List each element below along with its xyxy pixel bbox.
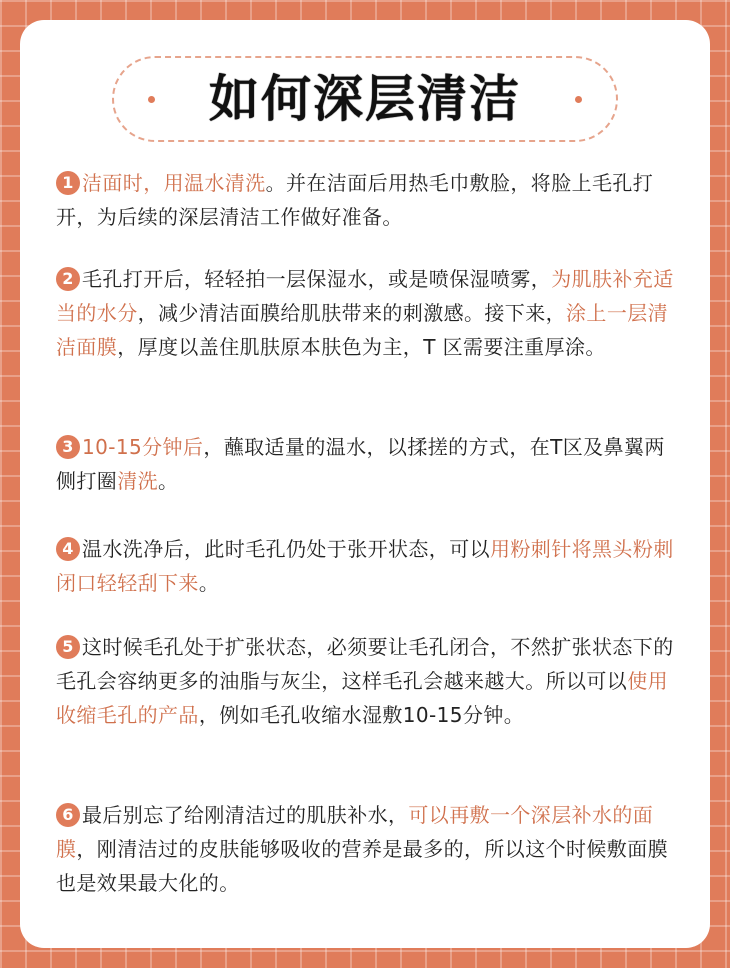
highlight-text: 洁面时，用温水清洗: [82, 171, 266, 195]
content-card: [20, 20, 710, 948]
highlight-text: 涂上一层清洁面膜: [56, 301, 669, 359]
step-5: [56, 630, 684, 732]
step-number-badge: 4: [56, 537, 80, 561]
step-6: [56, 798, 684, 900]
body-text: ，蘸取适量的温水，以揉搓的方式，在T区及鼻翼两侧打圈: [56, 435, 665, 493]
step-1: [56, 166, 684, 234]
highlight-text: 可以再敷一个深层补水的面膜: [56, 803, 654, 861]
highlight-text: 清洗: [117, 469, 159, 493]
step-number-badge: 2: [56, 267, 80, 291]
step-4: [56, 532, 684, 600]
step-number-badge: 5: [56, 635, 80, 659]
step-number-badge: 6: [56, 803, 80, 827]
highlight-text: 10-15分钟后: [82, 435, 204, 459]
body-text: 最后别忘了给刚清洁过的肌肤补水，: [82, 803, 409, 827]
highlight-text: 使用收缩毛孔的产品: [56, 669, 669, 727]
page-title: 如何深层清洁: [209, 70, 521, 128]
step-number-badge: 3: [56, 435, 80, 459]
body-text: 。并在洁面后用热毛巾敷脸，将脸上毛孔打开，为后续的深层清洁工作做好准备。: [56, 171, 654, 229]
body-text: 。: [158, 469, 179, 493]
step-number-badge: 1: [56, 171, 80, 195]
step-2: [56, 262, 684, 364]
title-frame: [112, 56, 618, 142]
title-dot-right: [575, 96, 582, 103]
body-text: ，厚度以盖住肌肤原本肤色为主，T 区需要注重厚涂。: [117, 335, 606, 359]
highlight-text: 用粉刺针将黑头粉刺闭口轻轻刮下来: [56, 537, 674, 595]
body-text: ，刚清洁过的皮肤能够吸收的营养是最多的，所以这个时候敷面膜也是效果最大化的。: [56, 837, 669, 895]
body-text: ，减少清洁面膜给肌肤带来的刺激感。接下来，: [137, 301, 567, 325]
body-text: 毛孔打开后，轻轻拍一层保湿水，或是喷保湿喷雾，: [82, 267, 552, 291]
body-text: ，例如毛孔收缩水湿敷10-15分钟。: [198, 703, 525, 727]
highlight-text: 为肌肤补充适当的水分: [56, 267, 674, 325]
step-3: [56, 430, 684, 498]
body-text: 温水洗净后，此时毛孔仍处于张开状态，可以: [82, 537, 490, 561]
body-text: 这时候毛孔处于扩张状态，必须要让毛孔闭合，不然扩张状态下的毛孔会容纳更多的油脂与灰尘，这样毛孔会越来越大。所以可以: [56, 635, 674, 693]
body-text: 。: [198, 571, 220, 595]
